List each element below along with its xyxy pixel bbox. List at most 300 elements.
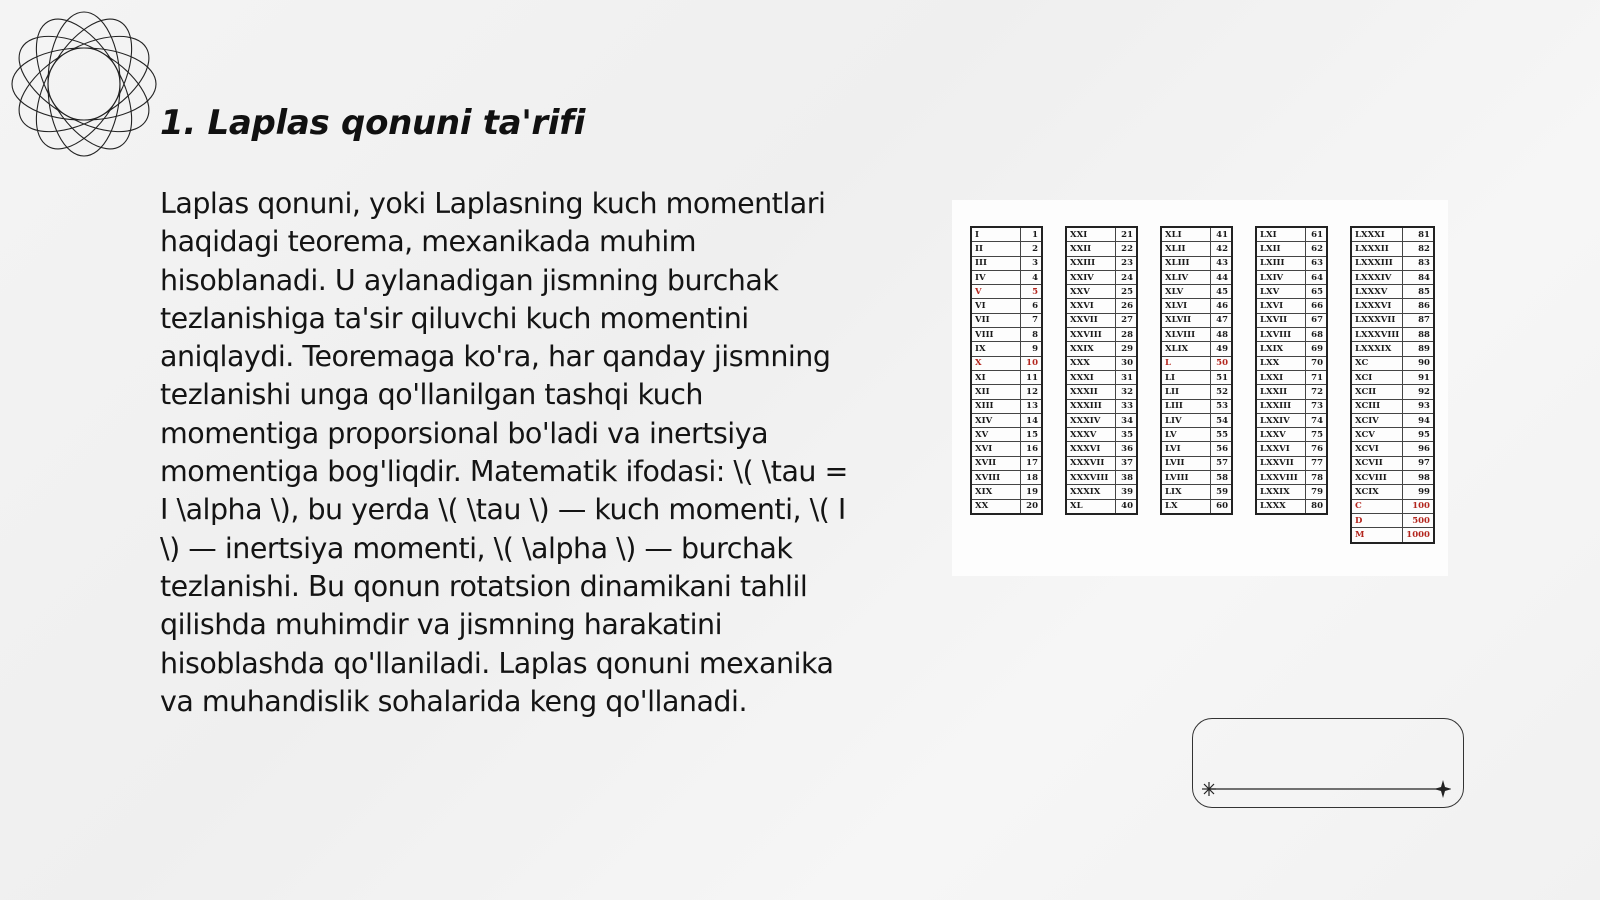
arabic-number-cell: 16 bbox=[1021, 442, 1043, 456]
arabic-number-cell: 25 bbox=[1116, 285, 1138, 299]
roman-numeral-cell: XXVIII bbox=[1066, 328, 1116, 342]
table-row bbox=[1256, 285, 1327, 299]
table-row bbox=[1066, 313, 1137, 327]
roman-numeral-cell: XLIV bbox=[1161, 270, 1211, 284]
roman-numeral-table-4 bbox=[1255, 226, 1328, 515]
table-row bbox=[1161, 385, 1232, 399]
arabic-number-cell: 86 bbox=[1403, 299, 1434, 313]
arabic-number-cell: 35 bbox=[1116, 428, 1138, 442]
table-row bbox=[1351, 399, 1434, 413]
roman-numeral-cell: LXXII bbox=[1256, 385, 1306, 399]
roman-numeral-cell: XXIX bbox=[1066, 342, 1116, 356]
roman-numeral-cell: LXXVII bbox=[1256, 456, 1306, 470]
table-row bbox=[1066, 342, 1137, 356]
table-row bbox=[971, 270, 1042, 284]
table-row bbox=[1256, 256, 1327, 270]
table-row bbox=[1351, 471, 1434, 485]
table-row bbox=[1256, 342, 1327, 356]
arabic-number-cell: 38 bbox=[1116, 471, 1138, 485]
roman-numeral-cell: II bbox=[971, 242, 1021, 256]
table-row bbox=[1256, 385, 1327, 399]
roman-numeral-cell: LXXXI bbox=[1351, 227, 1403, 242]
arabic-number-cell: 43 bbox=[1211, 256, 1233, 270]
arabic-number-cell: 80 bbox=[1306, 499, 1328, 514]
roman-numeral-cell: LVIII bbox=[1161, 471, 1211, 485]
arabic-number-cell: 40 bbox=[1116, 499, 1138, 514]
table-row bbox=[1161, 299, 1232, 313]
table-row bbox=[1256, 428, 1327, 442]
roman-numeral-cell: LXXI bbox=[1256, 370, 1306, 384]
arabic-number-cell: 64 bbox=[1306, 270, 1328, 284]
table-row bbox=[1161, 442, 1232, 456]
sparkle-icon bbox=[1202, 782, 1216, 796]
table-row bbox=[1066, 256, 1137, 270]
arabic-number-cell: 93 bbox=[1403, 399, 1434, 413]
arabic-number-cell: 49 bbox=[1211, 342, 1233, 356]
arabic-number-cell: 4 bbox=[1021, 270, 1043, 284]
roman-numeral-cell: LXXVIII bbox=[1256, 471, 1306, 485]
table-row bbox=[1066, 328, 1137, 342]
roman-numeral-cell: IV bbox=[971, 270, 1021, 284]
table-row bbox=[1066, 285, 1137, 299]
arabic-number-cell: 57 bbox=[1211, 456, 1233, 470]
roman-numeral-cell: LXXXIII bbox=[1351, 256, 1403, 270]
roman-numeral-table-5 bbox=[1350, 226, 1435, 544]
arabic-number-cell: 8 bbox=[1021, 328, 1043, 342]
roman-numeral-cell: LXIX bbox=[1256, 342, 1306, 356]
roman-numeral-cell: LXXXV bbox=[1351, 285, 1403, 299]
roman-numeral-cell: LV bbox=[1161, 428, 1211, 442]
table-row bbox=[1256, 270, 1327, 284]
arabic-number-cell: 5 bbox=[1021, 285, 1043, 299]
roman-numeral-cell: XIII bbox=[971, 399, 1021, 413]
table-row bbox=[1256, 499, 1327, 514]
table-row bbox=[1351, 413, 1434, 427]
roman-numeral-cell: XLIII bbox=[1161, 256, 1211, 270]
table-row bbox=[1256, 485, 1327, 499]
roman-numeral-cell: LXXXIX bbox=[1351, 342, 1403, 356]
roman-numeral-cell: XIV bbox=[971, 413, 1021, 427]
table-row bbox=[1351, 356, 1434, 370]
table-row bbox=[1256, 356, 1327, 370]
roman-numeral-cell: LVII bbox=[1161, 456, 1211, 470]
circle-spirograph-icon bbox=[10, 10, 158, 158]
table-row bbox=[1066, 428, 1137, 442]
arabic-number-cell: 79 bbox=[1306, 485, 1328, 499]
arabic-number-cell: 74 bbox=[1306, 413, 1328, 427]
roman-numeral-cell: XXXIV bbox=[1066, 413, 1116, 427]
roman-numeral-cell: XVIII bbox=[971, 471, 1021, 485]
table-row bbox=[1256, 399, 1327, 413]
table-row bbox=[1256, 299, 1327, 313]
table-row bbox=[1161, 428, 1232, 442]
table-row bbox=[1256, 471, 1327, 485]
roman-numeral-cell: LXIV bbox=[1256, 270, 1306, 284]
table-row bbox=[971, 471, 1042, 485]
roman-numeral-cell: D bbox=[1351, 513, 1403, 527]
roman-numeral-cell: LIX bbox=[1161, 485, 1211, 499]
roman-numeral-cell: XIX bbox=[971, 485, 1021, 499]
arabic-number-cell: 24 bbox=[1116, 270, 1138, 284]
arabic-number-cell: 97 bbox=[1403, 456, 1434, 470]
table-row bbox=[1351, 299, 1434, 313]
roman-numeral-cell: LII bbox=[1161, 385, 1211, 399]
arabic-number-cell: 92 bbox=[1403, 385, 1434, 399]
table-row bbox=[971, 356, 1042, 370]
arabic-number-cell: 88 bbox=[1403, 328, 1434, 342]
table-row bbox=[1161, 285, 1232, 299]
table-row bbox=[1256, 242, 1327, 256]
table-row bbox=[1161, 328, 1232, 342]
arabic-number-cell: 15 bbox=[1021, 428, 1043, 442]
arabic-number-cell: 81 bbox=[1403, 227, 1434, 242]
arabic-number-cell: 47 bbox=[1211, 313, 1233, 327]
table-row bbox=[1351, 285, 1434, 299]
table-row bbox=[1161, 471, 1232, 485]
roman-numeral-cell: XLVIII bbox=[1161, 328, 1211, 342]
table-row bbox=[1256, 328, 1327, 342]
roman-numeral-cell: LXVI bbox=[1256, 299, 1306, 313]
roman-numeral-cell: I bbox=[971, 227, 1021, 242]
table-row bbox=[1066, 471, 1137, 485]
table-row bbox=[1351, 442, 1434, 456]
roman-numeral-cell: X bbox=[971, 356, 1021, 370]
arabic-number-cell: 96 bbox=[1403, 442, 1434, 456]
arabic-number-cell: 91 bbox=[1403, 370, 1434, 384]
arabic-number-cell: 30 bbox=[1116, 356, 1138, 370]
roman-numeral-cell: LXI bbox=[1256, 227, 1306, 242]
arabic-number-cell: 67 bbox=[1306, 313, 1328, 327]
arabic-number-cell: 28 bbox=[1116, 328, 1138, 342]
arabic-number-cell: 21 bbox=[1116, 227, 1138, 242]
arabic-number-cell: 6 bbox=[1021, 299, 1043, 313]
table-row bbox=[1161, 413, 1232, 427]
table-row bbox=[1066, 399, 1137, 413]
roman-numeral-cell: XLIX bbox=[1161, 342, 1211, 356]
four-point-star-icon bbox=[1434, 780, 1451, 798]
table-row bbox=[1066, 370, 1137, 384]
roman-numeral-cell: XXXVI bbox=[1066, 442, 1116, 456]
roman-numeral-cell: IX bbox=[971, 342, 1021, 356]
roman-numeral-cell: LXXXII bbox=[1351, 242, 1403, 256]
arabic-number-cell: 3 bbox=[1021, 256, 1043, 270]
arabic-number-cell: 44 bbox=[1211, 270, 1233, 284]
roman-numeral-cell: LXXXVIII bbox=[1351, 328, 1403, 342]
roman-numeral-cell: LXIII bbox=[1256, 256, 1306, 270]
roman-numeral-cell: XLVII bbox=[1161, 313, 1211, 327]
table-row bbox=[971, 299, 1042, 313]
table-row bbox=[1161, 456, 1232, 470]
roman-numeral-cell: XXXV bbox=[1066, 428, 1116, 442]
arabic-number-cell: 95 bbox=[1403, 428, 1434, 442]
table-row bbox=[971, 285, 1042, 299]
table-row bbox=[1256, 227, 1327, 242]
arabic-number-cell: 17 bbox=[1021, 456, 1043, 470]
table-row bbox=[1161, 356, 1232, 370]
roman-numeral-cell: XXXII bbox=[1066, 385, 1116, 399]
table-row bbox=[1256, 442, 1327, 456]
roman-numeral-table-3 bbox=[1160, 226, 1233, 515]
table-row bbox=[971, 342, 1042, 356]
roman-numeral-cell: XXXVIII bbox=[1066, 471, 1116, 485]
arabic-number-cell: 11 bbox=[1021, 370, 1043, 384]
table-row bbox=[971, 485, 1042, 499]
roman-numeral-cell: XXXIII bbox=[1066, 399, 1116, 413]
table-row bbox=[1161, 370, 1232, 384]
arabic-number-cell: 27 bbox=[1116, 313, 1138, 327]
roman-numeral-cell: VIII bbox=[971, 328, 1021, 342]
arabic-number-cell: 94 bbox=[1403, 413, 1434, 427]
arabic-number-cell: 22 bbox=[1116, 242, 1138, 256]
arabic-number-cell: 65 bbox=[1306, 285, 1328, 299]
arabic-number-cell: 48 bbox=[1211, 328, 1233, 342]
roman-numeral-cell: XXI bbox=[1066, 227, 1116, 242]
arabic-number-cell: 84 bbox=[1403, 270, 1434, 284]
table-row bbox=[1351, 528, 1434, 543]
roman-numeral-cell: V bbox=[971, 285, 1021, 299]
table-row bbox=[1066, 499, 1137, 514]
arabic-number-cell: 51 bbox=[1211, 370, 1233, 384]
table-row bbox=[971, 370, 1042, 384]
arabic-number-cell: 87 bbox=[1403, 313, 1434, 327]
arabic-number-cell: 19 bbox=[1021, 485, 1043, 499]
table-row bbox=[1161, 242, 1232, 256]
table-row bbox=[1066, 242, 1137, 256]
slide-body-text: Laplas qonuni, yoki Laplasning kuch momentlari haqidagi teorema, mexanikada muhim hisoblanadi. U aylanadigan jismning burchak tezlanishiga ta'sir qiluvchi kuch momentini aniqlaydi. Teoremaga ko'ra, har qanday jismning tezlanishi unga qo'llanilgan tashqi kuch momentiga proporsional bo'ladi va inertsiya momentiga bog'liqdir. Matematik ifodasi: \( \tau = I \alpha \), bu yerda \( \tau \) — kuch momenti, \( I \) — inertsiya momenti, \( \alpha \) — burchak tezlanishi. Bu qonun rotatsion dinamikani tahlil qilishda muhimdir va jismning harakatini hisoblashda qo'llaniladi. Laplas qonuni mexanika va muhandislik sohalarida keng qo'llanadi. bbox=[160, 187, 848, 718]
table-row bbox=[1351, 370, 1434, 384]
roman-numeral-cell: XXIII bbox=[1066, 256, 1116, 270]
table-row bbox=[971, 227, 1042, 242]
roman-numeral-cell: XXX bbox=[1066, 356, 1116, 370]
roman-numeral-cell: XXXI bbox=[1066, 370, 1116, 384]
arabic-number-cell: 99 bbox=[1403, 485, 1434, 499]
roman-numeral-cell: XII bbox=[971, 385, 1021, 399]
arabic-number-cell: 58 bbox=[1211, 471, 1233, 485]
arabic-number-cell: 90 bbox=[1403, 356, 1434, 370]
table-row bbox=[1351, 270, 1434, 284]
table-row bbox=[1351, 227, 1434, 242]
arabic-number-cell: 55 bbox=[1211, 428, 1233, 442]
roman-numeral-cell: LX bbox=[1161, 499, 1211, 514]
table-row bbox=[971, 313, 1042, 327]
table-row bbox=[971, 399, 1042, 413]
arabic-number-cell: 59 bbox=[1211, 485, 1233, 499]
arabic-number-cell: 9 bbox=[1021, 342, 1043, 356]
roman-numeral-cell: XCI bbox=[1351, 370, 1403, 384]
roman-numeral-cell: XV bbox=[971, 428, 1021, 442]
roman-numeral-cell: XCVIII bbox=[1351, 471, 1403, 485]
roman-numeral-cell: M bbox=[1351, 528, 1403, 543]
arabic-number-cell: 82 bbox=[1403, 242, 1434, 256]
roman-numeral-table-1 bbox=[970, 226, 1043, 515]
roman-numeral-cell: XLII bbox=[1161, 242, 1211, 256]
table-row bbox=[1066, 442, 1137, 456]
table-row bbox=[1066, 385, 1137, 399]
roman-numeral-cell: XXXIX bbox=[1066, 485, 1116, 499]
table-row bbox=[1256, 313, 1327, 327]
roman-numeral-cell: XCIII bbox=[1351, 399, 1403, 413]
arabic-number-cell: 10 bbox=[1021, 356, 1043, 370]
arabic-number-cell: 68 bbox=[1306, 328, 1328, 342]
arabic-number-cell: 83 bbox=[1403, 256, 1434, 270]
roman-numeral-cell: VII bbox=[971, 313, 1021, 327]
arabic-number-cell: 73 bbox=[1306, 399, 1328, 413]
roman-numeral-cell: LXXV bbox=[1256, 428, 1306, 442]
arabic-number-cell: 36 bbox=[1116, 442, 1138, 456]
arabic-number-cell: 1 bbox=[1021, 227, 1043, 242]
roman-numeral-cell: LXXX bbox=[1256, 499, 1306, 514]
arabic-number-cell: 85 bbox=[1403, 285, 1434, 299]
roman-numeral-cell: LXXXVII bbox=[1351, 313, 1403, 327]
roman-numeral-cell: LXXVI bbox=[1256, 442, 1306, 456]
roman-numeral-cell: XCVII bbox=[1351, 456, 1403, 470]
arabic-number-cell: 50 bbox=[1211, 356, 1233, 370]
roman-numeral-cell: XCII bbox=[1351, 385, 1403, 399]
arabic-number-cell: 75 bbox=[1306, 428, 1328, 442]
roman-numeral-cell: LXVII bbox=[1256, 313, 1306, 327]
arabic-number-cell: 56 bbox=[1211, 442, 1233, 456]
arabic-number-cell: 78 bbox=[1306, 471, 1328, 485]
table-row bbox=[1066, 485, 1137, 499]
arabic-number-cell: 34 bbox=[1116, 413, 1138, 427]
arabic-number-cell: 100 bbox=[1403, 499, 1434, 513]
decorative-line bbox=[1201, 779, 1451, 799]
roman-numeral-cell: LXVIII bbox=[1256, 328, 1306, 342]
arabic-number-cell: 71 bbox=[1306, 370, 1328, 384]
arabic-number-cell: 41 bbox=[1211, 227, 1233, 242]
table-row bbox=[971, 499, 1042, 514]
arabic-number-cell: 20 bbox=[1021, 499, 1043, 514]
roman-numeral-cell: XCV bbox=[1351, 428, 1403, 442]
table-row bbox=[971, 428, 1042, 442]
arabic-number-cell: 53 bbox=[1211, 399, 1233, 413]
arabic-number-cell: 61 bbox=[1306, 227, 1328, 242]
roman-numeral-cell: III bbox=[971, 256, 1021, 270]
roman-numeral-cell: LXV bbox=[1256, 285, 1306, 299]
roman-numeral-cell: L bbox=[1161, 356, 1211, 370]
roman-numeral-cell: XXVII bbox=[1066, 313, 1116, 327]
arabic-number-cell: 33 bbox=[1116, 399, 1138, 413]
table-row bbox=[971, 242, 1042, 256]
table-row bbox=[1066, 270, 1137, 284]
roman-numeral-cell: LIV bbox=[1161, 413, 1211, 427]
arabic-number-cell: 52 bbox=[1211, 385, 1233, 399]
table-row bbox=[1161, 485, 1232, 499]
slide-title: 1. Laplas qonuni ta'rifi bbox=[160, 103, 586, 143]
roman-numeral-cell: VI bbox=[971, 299, 1021, 313]
table-row bbox=[1161, 342, 1232, 356]
arabic-number-cell: 31 bbox=[1116, 370, 1138, 384]
table-row bbox=[1066, 356, 1137, 370]
table-row bbox=[1256, 370, 1327, 384]
arabic-number-cell: 45 bbox=[1211, 285, 1233, 299]
arabic-number-cell: 98 bbox=[1403, 471, 1434, 485]
table-row bbox=[1256, 456, 1327, 470]
roman-numeral-cell: LXXIV bbox=[1256, 413, 1306, 427]
arabic-number-cell: 69 bbox=[1306, 342, 1328, 356]
arabic-number-cell: 54 bbox=[1211, 413, 1233, 427]
table-row bbox=[971, 442, 1042, 456]
table-row bbox=[971, 385, 1042, 399]
roman-numeral-cell: XXIV bbox=[1066, 270, 1116, 284]
roman-numeral-cell: LXII bbox=[1256, 242, 1306, 256]
table-row bbox=[1066, 413, 1137, 427]
roman-numeral-cell: XXXVII bbox=[1066, 456, 1116, 470]
table-row bbox=[1351, 428, 1434, 442]
roman-numeral-cell: XI bbox=[971, 370, 1021, 384]
roman-numeral-cell: XVII bbox=[971, 456, 1021, 470]
table-row bbox=[1351, 385, 1434, 399]
roman-numeral-cell: XCIV bbox=[1351, 413, 1403, 427]
table-row bbox=[1066, 299, 1137, 313]
roman-numeral-cell: LXX bbox=[1256, 356, 1306, 370]
roman-numeral-cell: XC bbox=[1351, 356, 1403, 370]
table-row bbox=[971, 456, 1042, 470]
roman-numeral-cell: XX bbox=[971, 499, 1021, 514]
table-row bbox=[1256, 413, 1327, 427]
roman-numeral-table-2 bbox=[1065, 226, 1138, 515]
table-row bbox=[1161, 256, 1232, 270]
roman-numeral-cell: XXII bbox=[1066, 242, 1116, 256]
arabic-number-cell: 62 bbox=[1306, 242, 1328, 256]
arabic-number-cell: 32 bbox=[1116, 385, 1138, 399]
roman-numeral-cell: XCIX bbox=[1351, 485, 1403, 499]
table-row bbox=[1351, 513, 1434, 527]
table-row bbox=[1351, 242, 1434, 256]
table-row bbox=[1351, 313, 1434, 327]
arabic-number-cell: 39 bbox=[1116, 485, 1138, 499]
arabic-number-cell: 42 bbox=[1211, 242, 1233, 256]
decorative-frame bbox=[1192, 718, 1464, 808]
arabic-number-cell: 12 bbox=[1021, 385, 1043, 399]
roman-numeral-cell: LI bbox=[1161, 370, 1211, 384]
arabic-number-cell: 46 bbox=[1211, 299, 1233, 313]
table-row bbox=[1066, 227, 1137, 242]
arabic-number-cell: 18 bbox=[1021, 471, 1043, 485]
roman-numeral-cell: XXV bbox=[1066, 285, 1116, 299]
roman-numeral-cell: LVI bbox=[1161, 442, 1211, 456]
table-row bbox=[1161, 399, 1232, 413]
arabic-number-cell: 89 bbox=[1403, 342, 1434, 356]
table-row bbox=[1351, 485, 1434, 499]
table-row bbox=[1161, 270, 1232, 284]
arabic-number-cell: 14 bbox=[1021, 413, 1043, 427]
arabic-number-cell: 63 bbox=[1306, 256, 1328, 270]
table-row bbox=[1351, 342, 1434, 356]
arabic-number-cell: 23 bbox=[1116, 256, 1138, 270]
table-row bbox=[1066, 456, 1137, 470]
roman-numeral-cell: XLVI bbox=[1161, 299, 1211, 313]
roman-numeral-cell: LXXXIV bbox=[1351, 270, 1403, 284]
roman-numeral-cell: LIII bbox=[1161, 399, 1211, 413]
roman-numeral-cell: XLI bbox=[1161, 227, 1211, 242]
roman-numeral-cell: XVI bbox=[971, 442, 1021, 456]
arabic-number-cell: 60 bbox=[1211, 499, 1233, 514]
table-row bbox=[971, 328, 1042, 342]
arabic-number-cell: 37 bbox=[1116, 456, 1138, 470]
arabic-number-cell: 26 bbox=[1116, 299, 1138, 313]
arabic-number-cell: 1000 bbox=[1403, 528, 1434, 543]
arabic-number-cell: 13 bbox=[1021, 399, 1043, 413]
arabic-number-cell: 2 bbox=[1021, 242, 1043, 256]
roman-numeral-cell: C bbox=[1351, 499, 1403, 513]
roman-numeral-cell: LXXIII bbox=[1256, 399, 1306, 413]
table-row bbox=[1161, 227, 1232, 242]
arabic-number-cell: 76 bbox=[1306, 442, 1328, 456]
roman-numeral-cell: LXXXVI bbox=[1351, 299, 1403, 313]
table-row bbox=[1161, 313, 1232, 327]
table-row bbox=[971, 256, 1042, 270]
